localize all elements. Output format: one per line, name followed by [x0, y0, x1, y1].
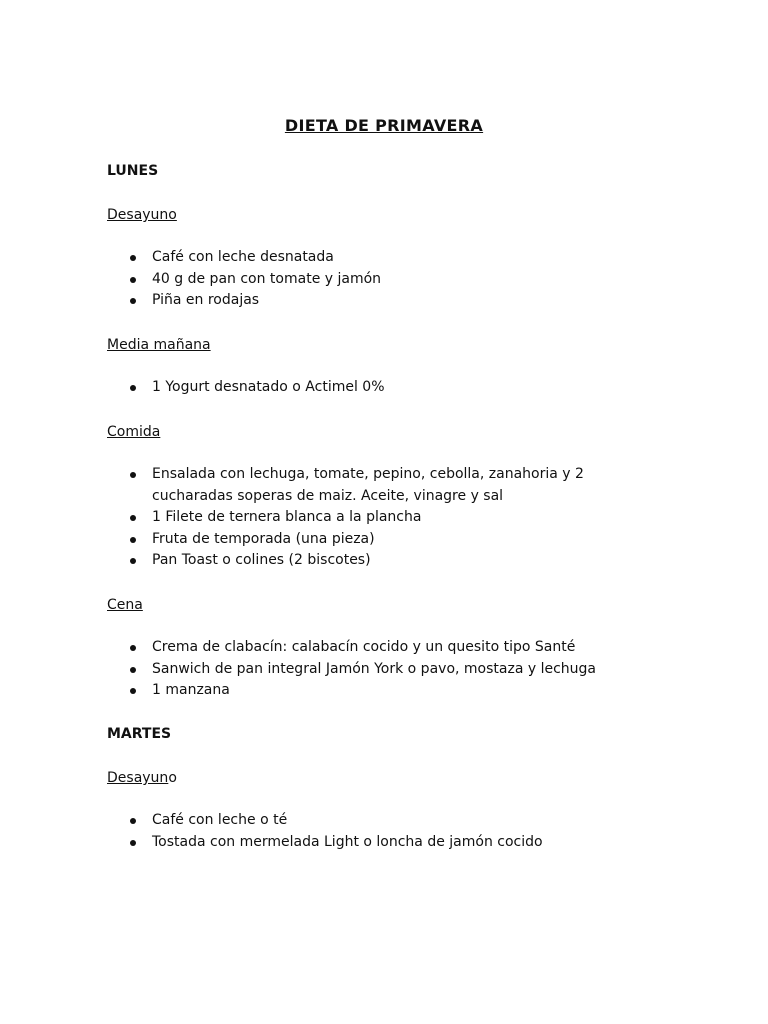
bullet-icon [130, 558, 136, 564]
list-item-text: Ensalada con lechuga, tomate, pepino, cebolla, zanahoria y 2 cucharadas soperas de maiz. Aceite, vinagre y sal [152, 466, 584, 504]
list-item [0, 377, 768, 399]
list-item-text: Café con leche o té [152, 812, 288, 828]
list-item [0, 269, 768, 291]
meal-list-comida [0, 464, 768, 572]
bullet-icon [130, 277, 136, 283]
meal-heading-comida [107, 423, 160, 441]
meal-heading-desayuno-martes [107, 769, 177, 787]
bullet-icon [130, 818, 136, 824]
day-heading-lunes: LUNES [107, 163, 159, 179]
bullet-icon [130, 515, 136, 521]
bullet-icon [130, 385, 136, 391]
bullet-icon [130, 645, 136, 651]
meal-heading-media-manana [107, 336, 211, 354]
list-item-text: 1 manzana [152, 682, 230, 699]
list-item-text: Sanwich de pan integral Jamón York o pavo, mostaza y lechuga [152, 660, 596, 677]
meal-list-desayuno [0, 247, 768, 312]
bullet-icon [130, 472, 136, 478]
list-item [0, 550, 768, 572]
bullet-icon [130, 298, 136, 304]
list-item [0, 637, 768, 659]
meal-heading-desayuno [107, 206, 177, 224]
list-item-text: Fruta de temporada (una pieza) [152, 530, 375, 547]
list-item [0, 832, 768, 854]
list-item [0, 659, 768, 681]
meal-list-desayuno-martes [0, 810, 768, 853]
list-item-text: Pan Toast o colines (2 biscotes) [152, 552, 371, 569]
meal-list-media-manana [0, 377, 768, 399]
day-heading-martes: MARTES [107, 726, 172, 742]
meal-heading-label: Desayun [107, 770, 169, 786]
list-item [0, 290, 768, 312]
list-item-text: 1 Yogurt desnatado o Actimel 0% [152, 379, 385, 395]
meal-list-cena [0, 637, 768, 702]
list-item-text: Piña en rodajas [152, 292, 260, 309]
meal-heading-label: Cena [107, 597, 143, 613]
list-item [0, 680, 768, 702]
meal-heading-label: Comida [107, 424, 161, 440]
list-item [0, 810, 768, 832]
list-item [0, 464, 768, 507]
bullet-icon [130, 840, 136, 846]
bullet-icon [130, 667, 136, 673]
meal-heading-label: Desayuno [107, 207, 177, 223]
meal-heading-label-tail: o [168, 770, 177, 786]
list-item-text: Tostada con mermelada Light o loncha de jamón cocido [152, 833, 543, 850]
list-item-text: 1 Filete de ternera blanca a la plancha [152, 509, 422, 526]
meal-heading-label: Media mañana [107, 337, 211, 353]
bullet-icon [130, 537, 136, 543]
document-title: DIETA DE PRIMAVERA [284, 116, 484, 135]
list-item-text: Café con leche desnatada [152, 249, 334, 265]
bullet-icon [130, 255, 136, 261]
list-item [0, 529, 768, 551]
bullet-icon [130, 688, 136, 694]
list-item-text: 40 g de pan con tomate y jamón [152, 270, 382, 287]
list-item-text: Crema de clabacín: calabacín cocido y un quesito tipo Santé [152, 639, 576, 655]
list-item [0, 247, 768, 269]
list-item [0, 507, 768, 529]
meal-heading-cena [107, 596, 143, 614]
